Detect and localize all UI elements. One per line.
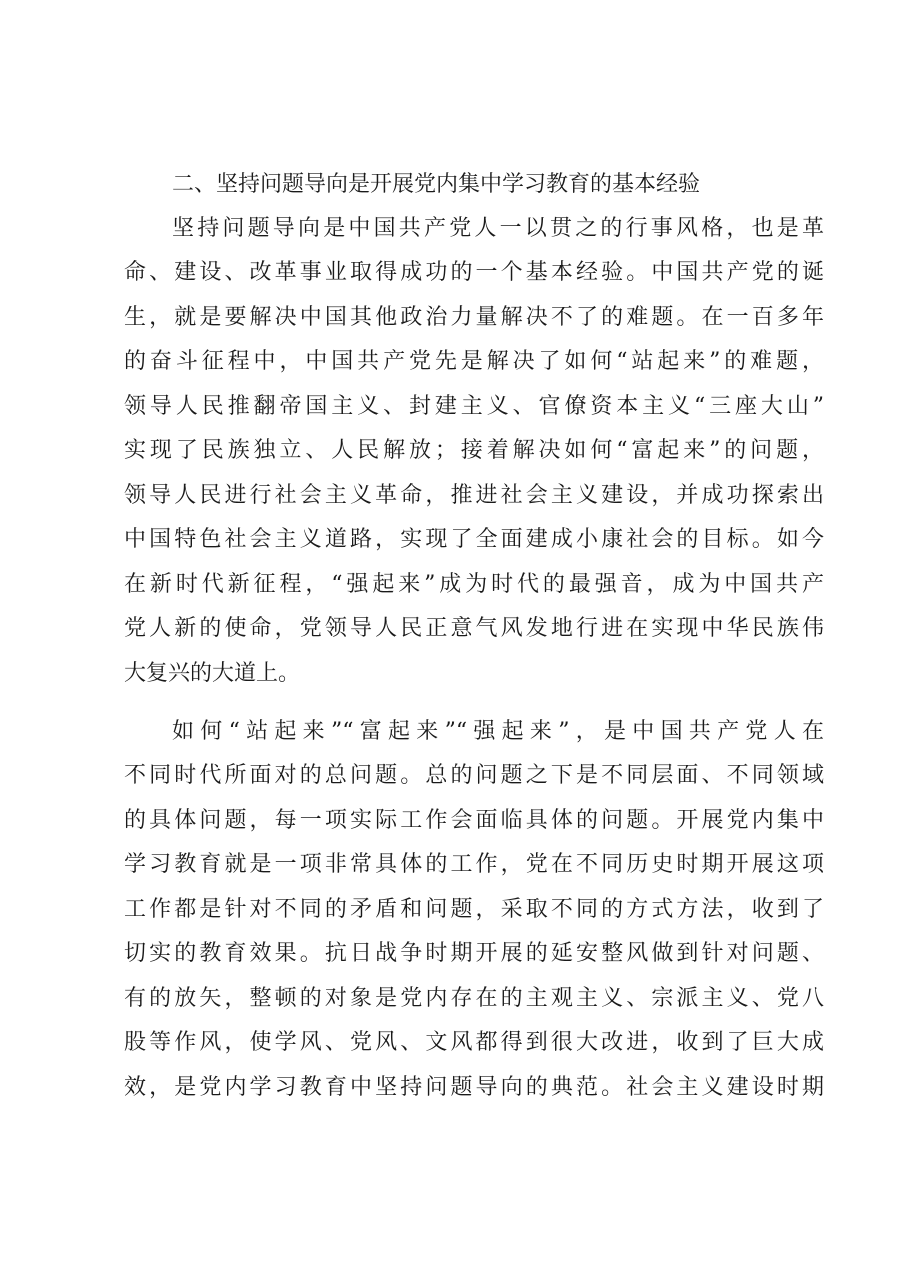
paragraph-2-line-6: 切实的教育效果。抗日战争时期开展的延安整风做到针对问题、	[124, 941, 824, 966]
paragraph-1-line-4: 的奋斗征程中，中国共产党先是解决了如何“站起来”的难题，	[124, 349, 824, 374]
paragraph-1-line-10: 党人新的使命，党领导人民正意气风发地行进在实现中华民族伟	[124, 616, 824, 641]
paragraph-1-line-3: 生，就是要解决中国其他政治力量解决不了的难题。在一百多年	[124, 305, 824, 330]
paragraph-2-line-9: 效，是党内学习教育中坚持问题导向的典范。社会主义建设时期	[124, 1075, 824, 1100]
paragraph-2-line-8: 股等作风，使学风、党风、文风都得到很大改进，收到了巨大成	[124, 1030, 824, 1055]
paragraph-1-line-7: 领导人民进行社会主义革命，推进社会主义建设，并成功探索出	[124, 483, 824, 508]
paragraph-1-line-6: 实现了民族独立、人民解放；接着解决如何“富起来”的问题，	[124, 438, 824, 463]
paragraph-1-line-8: 中国特色社会主义道路，实现了全面建成小康社会的目标。如今	[124, 527, 824, 552]
paragraph-2-line-5: 工作都是针对不同的矛盾和问题，采取不同的方式方法，收到了	[124, 897, 824, 922]
paragraph-2-line-3: 的具体问题，每一项实际工作会面临具体的问题。开展党内集中	[124, 808, 824, 833]
paragraph-2-line-1: 如何“站起来”“富起来”“强起来”，是中国共产党人在	[172, 719, 824, 744]
paragraph-1-line-5: 领导人民推翻帝国主义、封建主义、官僚资本主义“三座大山”	[124, 394, 824, 419]
paragraph-2-line-2: 不同时代所面对的总问题。总的问题之下是不同层面、不同领域	[124, 763, 824, 788]
paragraph-1-line-2: 命、建设、改革事业取得成功的一个基本经验。中国共产党的诞	[124, 260, 824, 285]
paragraph-1-line-9: 在新时代新征程，“强起来”成为时代的最强音，成为中国共产	[124, 572, 824, 597]
paragraph-1-line-1: 坚持问题导向是中国共产党人一以贯之的行事风格，也是革	[172, 216, 824, 241]
paragraph-2-line-7: 有的放矢，整顿的对象是党内存在的主观主义、宗派主义、党八	[124, 986, 824, 1011]
paragraph-1-line-11: 大复兴的大道上。	[124, 661, 301, 686]
section-heading: 二、坚持问题导向是开展党内集中学习教育的基本经验	[172, 172, 701, 197]
paragraph-2-line-4: 学习教育就是一项非常具体的工作，党在不同历史时期开展这项	[124, 852, 824, 877]
